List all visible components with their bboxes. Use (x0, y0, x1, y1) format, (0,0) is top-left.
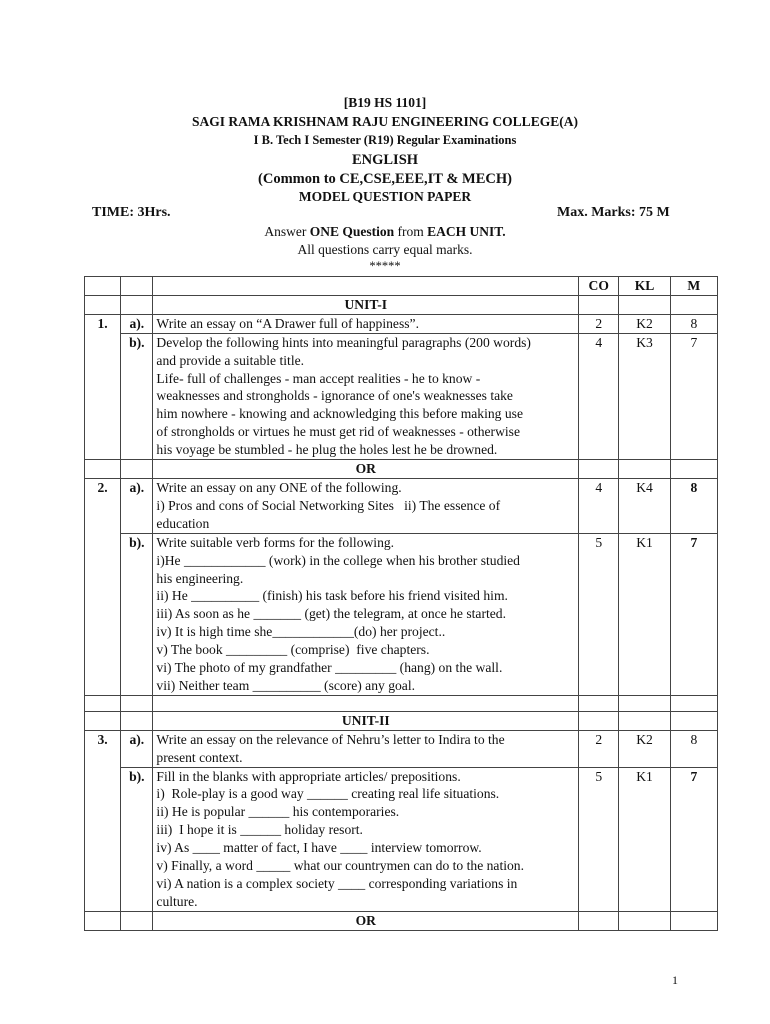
spacer-row (85, 695, 718, 711)
header-no-cell (85, 277, 121, 296)
marks-value: 7 (670, 533, 717, 695)
empty-cell (153, 695, 579, 711)
question-part: b). (121, 333, 153, 459)
empty-cell (579, 460, 619, 479)
question-line: and provide a suitable title. (156, 352, 305, 368)
question-line: vi) The photo of my grandfather _________ (hang) on the wall. (156, 660, 503, 676)
paper-code: [B19 HS 1101] (343, 95, 427, 110)
question-number: 1. (85, 314, 121, 459)
question-line: present context. (156, 749, 243, 765)
empty-cell (670, 695, 717, 711)
empty-cell (85, 911, 121, 930)
paper-type: MODEL QUESTION PAPER (298, 189, 472, 204)
header-part-cell (121, 277, 153, 296)
question-line: him nowhere - knowing and acknowledging this before making use (156, 406, 523, 422)
question-line: i) Pros and cons of Social Networking Sites ii) The essence of (156, 497, 501, 513)
empty-cell (619, 911, 670, 930)
table-row (85, 333, 718, 459)
marks-value: 8 (670, 730, 717, 767)
question-line: v) The book _________ (comprise) five chapters. (156, 642, 430, 658)
question-line: v) Finally, a word _____ what our countrymen can do to the nation. (156, 858, 525, 874)
unit-row (85, 295, 718, 314)
header-kl: KL (619, 277, 670, 296)
empty-cell (121, 711, 153, 730)
question-line: ii) He is popular ______ his contemporaries. (156, 804, 400, 820)
or-row (85, 460, 718, 479)
question-line: Write an essay on the relevance of Nehru’s letter to Indira to the (156, 731, 505, 747)
empty-cell (619, 711, 670, 730)
unit-row (85, 711, 718, 730)
empty-cell (619, 460, 670, 479)
co-value: 2 (579, 314, 619, 333)
question-line: culture. (156, 893, 198, 909)
empty-cell (579, 911, 619, 930)
question-line: iii) As soon as he _______ (get) the telegram, at once he started. (156, 606, 506, 622)
co-value: 5 (579, 767, 619, 911)
kl-value: K4 (619, 478, 670, 533)
question-part: b). (121, 533, 153, 695)
question-part: a). (121, 730, 153, 767)
empty-cell (579, 695, 619, 711)
or-row (85, 911, 718, 930)
question-part: a). (121, 314, 153, 333)
question-line: of strongholds or virtues he must get rid of weaknesses - otherwise (156, 424, 520, 440)
question-line: iii) I hope it is ______ holiday resort. (156, 822, 363, 838)
question-table (84, 276, 718, 931)
question-line: iv) As ____ matter of fact, I have ____ interview tomorrow. (156, 840, 482, 856)
exam-name: I B. Tech I Semester (R19) Regular Examinations (253, 133, 517, 147)
question-line: vi) A nation is a complex society ____ corresponding variations in (156, 876, 518, 891)
table-row (85, 767, 718, 911)
co-value: 4 (579, 478, 619, 533)
empty-cell (121, 460, 153, 479)
table-row (85, 478, 718, 533)
empty-cell (670, 295, 717, 314)
co-value: 4 (579, 333, 619, 459)
max-marks-label: Max. Marks: 75 M (557, 205, 670, 220)
instr-pre: Answer (264, 224, 310, 239)
empty-cell (85, 295, 121, 314)
table-header-row (85, 277, 718, 296)
question-text (153, 314, 579, 333)
empty-cell (670, 911, 717, 930)
question-line: ii) He __________ (finish) his task before his friend visited him. (156, 588, 508, 604)
question-line: Write suitable verb forms for the following. (156, 534, 395, 550)
empty-cell (670, 711, 717, 730)
question-line: Fill in the blanks with appropriate articles/ prepositions. (156, 768, 461, 784)
question-part: a). (121, 478, 153, 533)
question-line: education (156, 515, 210, 531)
kl-value: K2 (619, 314, 670, 333)
question-number: 2. (85, 478, 121, 695)
header-question-cell (153, 277, 579, 296)
page-number: 1 (672, 973, 678, 987)
marks-value: 8 (670, 478, 717, 533)
kl-value: K3 (619, 333, 670, 459)
or-label: OR (153, 460, 579, 479)
empty-cell (579, 295, 619, 314)
co-value: 2 (579, 730, 619, 767)
empty-cell (579, 711, 619, 730)
branches-line: (Common to CE,CSE,EEE,IT & MECH) (258, 171, 512, 187)
question-line: vii) Neither team __________ (score) any goal. (156, 677, 416, 693)
empty-cell (85, 711, 121, 730)
empty-cell (619, 695, 670, 711)
question-line: iv) It is high time she____________(do) her project.. (156, 624, 446, 640)
question-text (153, 533, 579, 695)
empty-cell (121, 695, 153, 711)
table-row (85, 314, 718, 333)
unit-1-title: UNIT-I (153, 295, 579, 314)
or-label: OR (153, 911, 579, 930)
question-line: weaknesses and strongholds - ignorance of one's weaknesses take (156, 388, 513, 404)
college-name: SAGI RAMA KRISHNAM RAJU ENGINEERING COLLEGE(A) (192, 114, 578, 129)
stars-divider: ***** (369, 259, 401, 273)
empty-cell (619, 295, 670, 314)
kl-value: K2 (619, 730, 670, 767)
marks-value: 7 (670, 333, 717, 459)
co-value: 5 (579, 533, 619, 695)
instr-each: EACH UNIT. (427, 224, 506, 239)
subject-title: ENGLISH (351, 152, 419, 168)
table-row (85, 533, 718, 695)
question-text (153, 333, 579, 459)
marks-value: 8 (670, 314, 717, 333)
question-line: his voyage be stumbled - he plug the holes lest he be drowned. (156, 442, 498, 458)
empty-cell (121, 295, 153, 314)
empty-cell (121, 911, 153, 930)
question-line: Write an essay on any ONE of the following. (156, 479, 402, 495)
instructions-line (0, 224, 770, 240)
table-row (85, 730, 718, 767)
empty-cell (85, 695, 121, 711)
question-line: Write an essay on “A Drawer full of happiness”. (156, 315, 419, 331)
time-label: TIME: 3Hrs. (92, 205, 171, 220)
question-line: i)He ____________ (work) in the college when his brother studied (156, 552, 520, 568)
empty-cell (670, 460, 717, 479)
kl-value: K1 (619, 533, 670, 695)
question-part: b). (121, 767, 153, 911)
question-text (153, 767, 579, 911)
question-line: i) Role-play is a good way ______ creating real life situations. (156, 786, 500, 802)
equal-marks-note: All questions carry equal marks. (297, 242, 473, 257)
header-co: CO (579, 277, 619, 296)
question-text (153, 478, 579, 533)
question-line: Develop the following hints into meaningful paragraphs (200 words) (156, 334, 531, 350)
question-text (153, 730, 579, 767)
instr-one: ONE Question (309, 224, 395, 239)
question-number: 3. (85, 730, 121, 911)
header-m: M (670, 277, 717, 296)
kl-value: K1 (619, 767, 670, 911)
question-line: Life- full of challenges - man accept realities - he to know - (156, 370, 481, 386)
instr-mid: from (394, 224, 428, 239)
question-line: his engineering. (156, 570, 244, 586)
unit-2-title: UNIT-II (153, 711, 579, 730)
marks-value: 7 (670, 767, 717, 911)
empty-cell (85, 460, 121, 479)
